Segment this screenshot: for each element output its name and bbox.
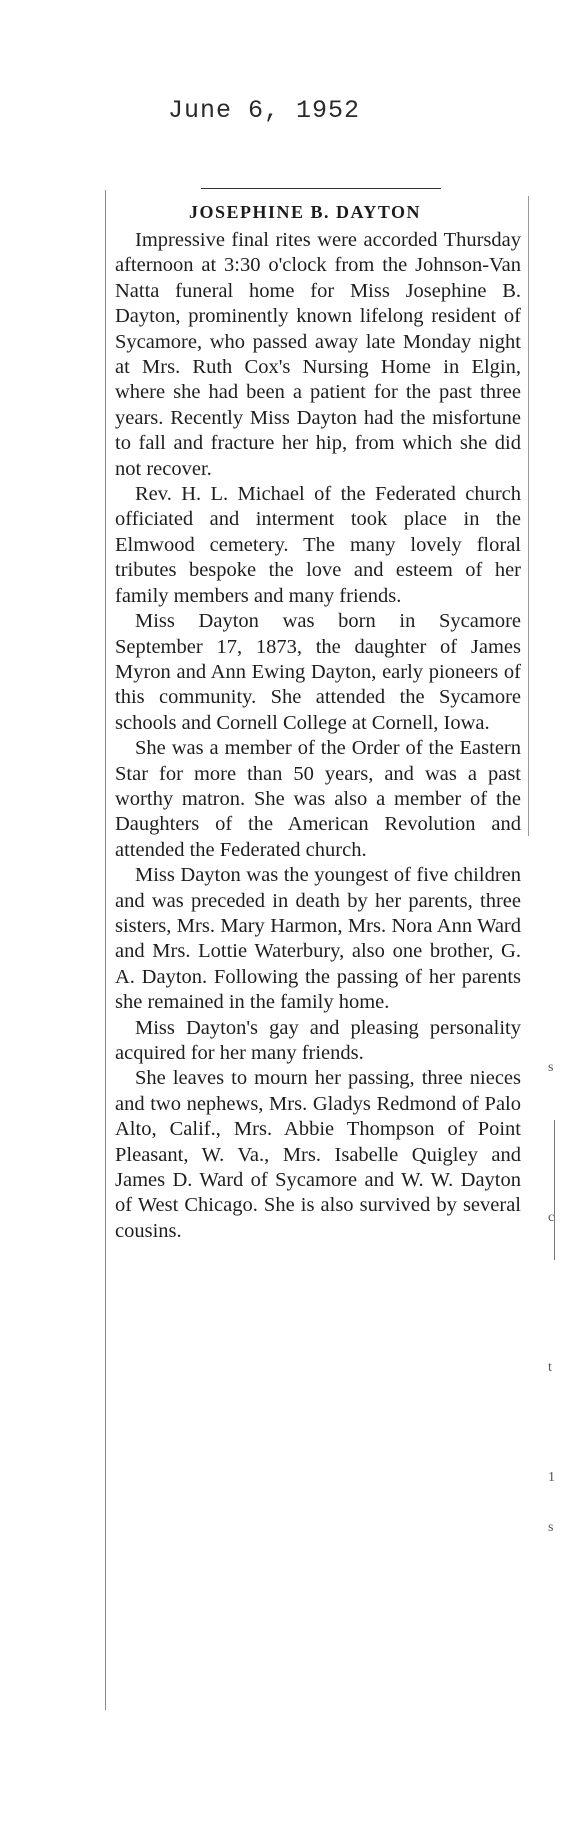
adjacent-column-fragments [548,1060,564,1620]
obituary-headline: JOSEPHINE B. DAYTON [188,202,422,222]
fragment-mark: t [548,1360,552,1375]
date-annotation: June 6, 1952 [168,96,361,125]
fragment-mark: 1 [548,1470,555,1485]
paragraph-personality: Miss Dayton's gay and pleasing personality acquired for her many friends. [115,1016,521,1064]
fragment-mark: s [548,1520,554,1535]
paragraph-birth: Miss Dayton was born in Sycamore September 17, 1873, the daughter of James Myron and Ann Ewing Dayton, early pioneers of this community. She attended the Sycamore schools and Cornell College at Cornell, Iowa. [115,610,521,734]
clipping-right-edge [528,196,529,836]
fragment-mark: c [548,1210,555,1225]
fragment-mark: s [548,1060,554,1075]
clipping-left-edge [105,190,106,1710]
newspaper-clipping [105,188,525,1728]
paragraph-family: Miss Dayton was the youngest of five children and was preceded in death by her parents, three sisters, Mrs. Mary Harmon, Mrs. Nora Ann Ward and Mrs. Lottie Waterbury, also one brother, G. A. Dayton. Following the passing of her parents she remained in the family home. [115,864,521,1014]
paragraph-memberships: She was a member of the Order of the Eastern Star for more than 50 years, and was a past worthy matron. She was also a member of the Daughters of the American Revolution and attended the Federated church. [115,737,521,861]
headline-rule [201,188,441,189]
paragraph-funeral-rites: Impressive final rites were accorded Thursday afternoon at 3:30 o'clock from the Johnson-Van Natta funeral home for Miss Josephine B. Dayton, prominently known lifelong resident of Sycamore, who passed away late Monday night at Mrs. Ruth Cox's Nursing Home in Elgin, where she had been a patient for the past three years. Recently Miss Dayton had the misfortune to fall and fracture her hip, from which she did not recover. [115,229,521,480]
obituary-body [115,228,521,1244]
paragraph-officiant: Rev. H. L. Michael of the Federated church officiated and interment took place in the Elmwood cemetery. The many lovely floral tributes bespoke the love and esteem of her family members and many friends. [115,483,521,607]
paragraph-survivors: She leaves to mourn her passing, three nieces and two nephews, Mrs. Gladys Redmond of Palo Alto, Calif., Mrs. Abbie Thompson of Point Pleasant, W. Va., Mrs. Isabelle Quigley and James D. Ward of Sycamore and W. W. Dayton of West Chicago. She is also survived by several cousins. [115,1067,521,1242]
